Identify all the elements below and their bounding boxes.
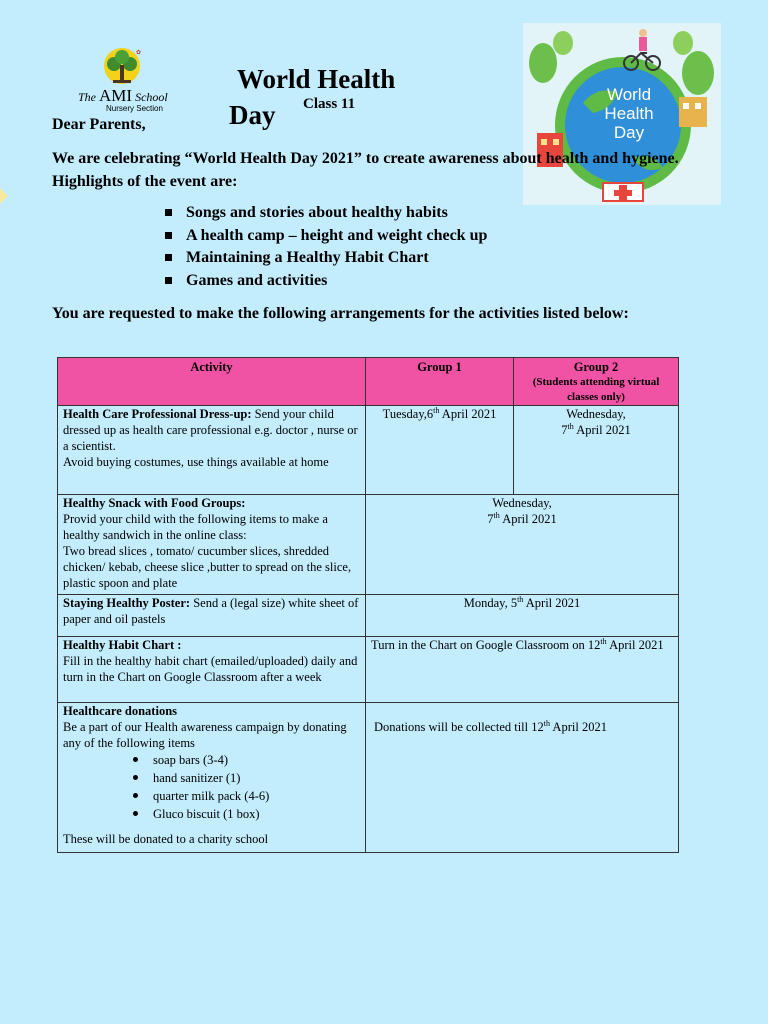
activity-cell xyxy=(58,703,366,853)
activity-text: Send a (legal size) white sheet of paper and oil pastels xyxy=(63,596,359,626)
activity-text: Fill in the healthy habit chart (emailed/uploaded) daily and turn in the Chart on Google Classroom after a week xyxy=(63,654,358,684)
activity-title: Health Care Professional Dress-up: xyxy=(63,407,252,421)
table-row xyxy=(58,637,679,703)
date-suffix: th xyxy=(433,405,440,415)
donation-item: quarter milk pack (4-6) xyxy=(153,787,360,805)
svg-text:✿: ✿ xyxy=(136,50,142,56)
poster-text-2: Health xyxy=(604,104,654,123)
date-suffix: th xyxy=(600,636,607,646)
activity-text: Avoid buying costumes, use things available at home xyxy=(63,455,329,469)
activity-text: Be a part of our Health awareness campaign by donating any of the following items xyxy=(63,720,347,750)
donation-item: hand sanitizer (1) xyxy=(153,769,360,787)
both-groups-cell xyxy=(366,703,679,853)
title-line-1: World Health xyxy=(237,64,396,94)
header-group1: Group 1 xyxy=(366,358,514,406)
group1-cell xyxy=(366,406,514,495)
header-group2 xyxy=(514,358,679,406)
arrangements-table xyxy=(57,357,679,853)
school-logo xyxy=(72,48,172,118)
date-day: Wednesday, xyxy=(566,407,626,421)
poster-text-3: Day xyxy=(613,123,645,142)
date-text: Monday, 5 xyxy=(463,596,518,610)
date-text: April 2021 xyxy=(606,638,664,652)
activity-text: Provid your child with the following items to make a healthy sandwich in the online class: xyxy=(63,512,328,542)
class-label: Class 11 xyxy=(303,96,356,112)
activity-title: Healthy Habit Chart : xyxy=(63,638,182,652)
date-suffix: th xyxy=(493,510,500,520)
logo-ami: AMI xyxy=(99,86,133,105)
logo-school: School xyxy=(135,90,168,104)
request-paragraph: You are requested to make the following arrangements for the activities listed below: xyxy=(52,305,629,322)
date-text: Tuesday,6 xyxy=(382,407,434,421)
both-groups-cell xyxy=(366,637,679,703)
arrow-icon xyxy=(0,188,10,204)
date-text: Donations will be collected till 12 xyxy=(374,720,544,734)
salutation: Dear Parents, xyxy=(52,116,146,133)
activity-cell xyxy=(58,495,366,595)
header-group2-label: Group 2 xyxy=(573,360,619,374)
poster-text-1: World xyxy=(606,85,652,104)
date-text: April 2021 xyxy=(550,720,607,734)
donation-item: Gluco biscuit (1 box) xyxy=(153,805,360,823)
logo-section: Nursery Section xyxy=(106,104,163,113)
date-text: April 2021 xyxy=(573,423,631,437)
intro-paragraph: We are celebrating “World Health Day 2021” to create awareness about health and hygiene. Highlights of the event are: xyxy=(52,150,679,190)
header-activity: Activity xyxy=(58,358,366,406)
highlight-item: Songs and stories about healthy habits xyxy=(163,202,487,225)
activity-text: Two bread slices , tomato/ cucumber slices, shredded chicken/ kebab, cheese slice ,butter to spread on the slice, plastic spoon and plate xyxy=(63,544,352,590)
date-text: 7 xyxy=(561,423,568,437)
highlight-item: Games and activities xyxy=(163,270,487,293)
highlights-list xyxy=(163,202,487,292)
date-text: April 2021 xyxy=(499,512,557,526)
activity-cell xyxy=(58,637,366,703)
date-day: Wednesday, xyxy=(492,496,552,510)
highlight-item: Maintaining a Healthy Habit Chart xyxy=(163,247,487,270)
table-row xyxy=(58,595,679,637)
table-header-row xyxy=(58,358,679,406)
date-text: April 2021 xyxy=(439,407,497,421)
table-row xyxy=(58,703,679,853)
group2-cell xyxy=(514,406,679,495)
both-groups-cell xyxy=(366,595,679,637)
header-group2-note: (Students attending virtual classes only) xyxy=(532,376,660,403)
date-text: 7 xyxy=(487,512,494,526)
date-suffix: th xyxy=(543,718,550,728)
activity-text: Send your child dressed up as health care professional e.g. doctor , nurse or a scientist. xyxy=(63,407,358,453)
date-text: April 2021 xyxy=(523,596,581,610)
activity-title: Staying Healthy Poster: xyxy=(63,596,191,610)
highlight-item: A health camp – height and weight check up xyxy=(163,225,487,248)
activity-cell xyxy=(58,406,366,495)
activity-title: Healthy Snack with Food Groups: xyxy=(63,496,246,510)
activity-text: These will be donated to a charity school xyxy=(63,832,269,846)
logo-the: The xyxy=(78,90,96,104)
donation-items-list xyxy=(63,751,360,823)
title-line-2: Day xyxy=(229,100,276,130)
both-groups-cell xyxy=(366,495,679,595)
table-row xyxy=(58,495,679,595)
activity-title: Healthcare donations xyxy=(63,704,178,718)
date-text: Turn in the Chart on Google Classroom on 12 xyxy=(371,638,601,652)
date-suffix: th xyxy=(567,421,574,431)
date-suffix: th xyxy=(517,594,524,604)
donation-item: soap bars (3-4) xyxy=(153,751,360,769)
activity-cell xyxy=(58,595,366,637)
tree-logo-icon xyxy=(100,48,145,88)
table-row xyxy=(58,406,679,495)
